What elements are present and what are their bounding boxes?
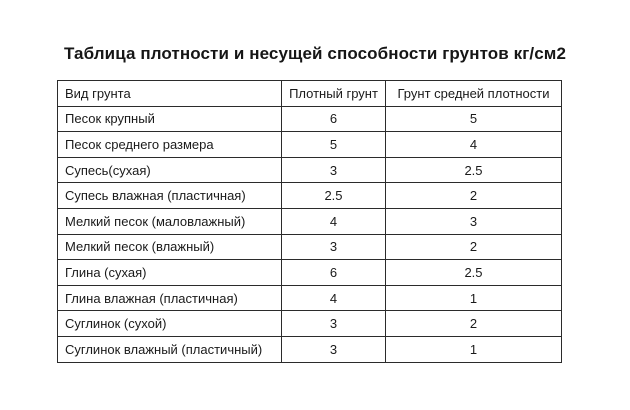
cell-dense-value: 3 (282, 157, 386, 183)
header-dense-soil: Плотный грунт (282, 81, 386, 107)
cell-soil-type: Суглинок (сухой) (58, 311, 282, 337)
cell-medium-value: 2 (386, 311, 562, 337)
table-row (58, 260, 562, 286)
cell-soil-type: Песок крупный (58, 106, 282, 132)
table-row (58, 183, 562, 209)
table-row (58, 208, 562, 234)
cell-soil-type: Песок среднего размера (58, 132, 282, 158)
cell-soil-type: Супесь(сухая) (58, 157, 282, 183)
cell-soil-type: Мелкий песок (влажный) (58, 234, 282, 260)
cell-dense-value: 4 (282, 208, 386, 234)
cell-soil-type: Супесь влажная (пластичная) (58, 183, 282, 209)
cell-medium-value: 5 (386, 106, 562, 132)
cell-medium-value: 2.5 (386, 260, 562, 286)
table-row (58, 311, 562, 337)
cell-soil-type: Суглинок влажный (пластичный) (58, 336, 282, 362)
table-row (58, 106, 562, 132)
cell-dense-value: 3 (282, 234, 386, 260)
cell-medium-value: 2 (386, 234, 562, 260)
cell-medium-value: 2 (386, 183, 562, 209)
cell-dense-value: 2.5 (282, 183, 386, 209)
cell-soil-type: Глина (сухая) (58, 260, 282, 286)
table-row (58, 132, 562, 158)
table-row (58, 285, 562, 311)
cell-medium-value: 3 (386, 208, 562, 234)
table-title: Таблица плотности и несущей способности грунтов кг/см2 (63, 44, 567, 63)
cell-dense-value: 6 (282, 260, 386, 286)
cell-medium-value: 1 (386, 285, 562, 311)
cell-soil-type: Мелкий песок (маловлажный) (58, 208, 282, 234)
table-row (58, 157, 562, 183)
cell-medium-value: 4 (386, 132, 562, 158)
cell-dense-value: 6 (282, 106, 386, 132)
table-row (58, 234, 562, 260)
header-soil-type: Вид грунта (58, 81, 282, 107)
cell-soil-type: Глина влажная (пластичная) (58, 285, 282, 311)
table-row (58, 336, 562, 362)
cell-medium-value: 1 (386, 336, 562, 362)
header-row (58, 81, 562, 107)
cell-dense-value: 4 (282, 285, 386, 311)
cell-medium-value: 2.5 (386, 157, 562, 183)
soil-density-table (57, 80, 562, 363)
cell-dense-value: 5 (282, 132, 386, 158)
cell-dense-value: 3 (282, 336, 386, 362)
header-medium-density: Грунт средней плотности (386, 81, 562, 107)
cell-dense-value: 3 (282, 311, 386, 337)
